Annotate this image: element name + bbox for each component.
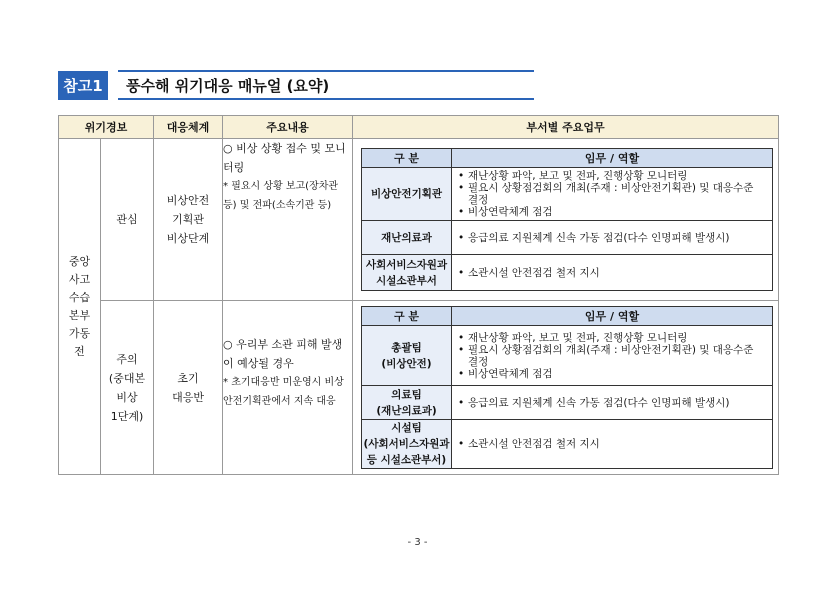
task-item: 필요시 상황점검회의 개최(주재 : 비상안전기획관) 및 대응수준 결정 [468, 343, 754, 368]
dept-duties-cell [353, 139, 779, 301]
table-row [59, 301, 779, 475]
group-label: 중앙 사고 수습 본부 가동 전 [59, 139, 101, 475]
role-name: 재난의료과 [362, 221, 452, 255]
header-response-system: 대응체계 [154, 116, 223, 139]
content-sub: * 초기대응반 미운영시 비상안전기획관에서 지속 대응 [223, 377, 344, 407]
inner-row [362, 255, 773, 291]
response-system-cell: 비상안전 기획관 비상단계 [154, 139, 223, 301]
role-name: 총괄팀 (비상안전) [362, 326, 452, 386]
task-item: 비상연락체계 점검 [468, 206, 553, 218]
inner-row [362, 221, 773, 255]
response-system-cell: 초기 대응반 [154, 301, 223, 475]
crisis-manual-table [58, 115, 779, 475]
task-item: 필요시 상황점검회의 개최(주재 : 비상안전기획관) 및 대응수준 결정 [468, 182, 754, 206]
alert-level-cell: 관심 [101, 139, 154, 301]
role-tasks: • 소관시설 안전점검 철저 지시 [452, 255, 773, 291]
role-tasks: • 소관시설 안전점검 철저 지시 [452, 420, 773, 469]
task-item: 응급의료 지원체계 신속 가동 점검(다수 인명피해 발생시) [468, 231, 730, 244]
header-alert-level: 위기경보 [59, 116, 154, 139]
role-tasks: • 응급의료 지원체계 신속 가동 점검(다수 인명피해 발생시) [452, 386, 773, 420]
task-item: 재난상황 파악, 보고 및 전파, 진행상황 모니터링 [468, 170, 688, 182]
task-item: 응급의료 지원체계 신속 가동 점검(다수 인명피해 발생시) [468, 396, 730, 409]
section-badge: 참고1 [58, 71, 108, 100]
title-rule-bottom [118, 98, 534, 100]
page-title: 풍수해 위기대응 매뉴얼 (요약) [126, 77, 330, 95]
content-main: ○ 비상 상황 접수 및 모니터링 [223, 142, 346, 174]
task-item: 비상연락체계 점검 [468, 367, 553, 380]
role-name: 사회서비스자원과 시설소관부서 [362, 255, 452, 291]
content-sub: * 필요시 상황 보고(장차관 등) 및 전파(소속기관 등) [223, 181, 339, 211]
inner-row [362, 420, 773, 469]
role-name: 의료팀 (재난의료과) [362, 386, 452, 420]
inner-row [362, 168, 773, 221]
page-number: - 3 - [407, 537, 428, 548]
task-item: 재난상황 파악, 보고 및 전파, 진행상황 모니터링 [468, 331, 688, 344]
inner-duty-table [361, 148, 773, 291]
main-content-cell [223, 139, 353, 301]
header-dept-duties: 부서별 주요업무 [353, 116, 779, 139]
inner-header-category: 구 분 [362, 307, 452, 326]
inner-row [362, 386, 773, 420]
role-tasks: • 재난상황 파악, 보고 및 전파, 진행상황 모니터링 • 필요시 상황점검회의 개최(주재 : 비상안전기획관) 및 대응수준 결정 • 비상연락체계 점검 [452, 168, 773, 221]
task-item: 소관시설 안전점검 철저 지시 [468, 266, 600, 279]
task-item: 소관시설 안전점검 철저 지시 [468, 438, 600, 450]
table-header-row [59, 116, 779, 139]
header-main-content: 주요내용 [223, 116, 353, 139]
inner-header-role: 임무 / 역할 [452, 149, 773, 168]
role-tasks: • 재난상황 파악, 보고 및 전파, 진행상황 모니터링 • 필요시 상황점검회의 개최(주재 : 비상안전기획관) 및 대응수준 결정 • 비상연락체계 점검 [452, 326, 773, 386]
inner-header-category: 구 분 [362, 149, 452, 168]
inner-row [362, 326, 773, 386]
inner-header-role: 임무 / 역할 [452, 307, 773, 326]
alert-level-cell: 주의 (중대본 비상 1단계) [101, 301, 154, 475]
content-main: ○ 우리부 소관 피해 발생이 예상될 경우 [223, 338, 343, 370]
main-content-cell [223, 301, 353, 475]
role-name: 비상안전기획관 [362, 168, 452, 221]
dept-duties-cell [353, 301, 779, 475]
table-row [59, 139, 779, 301]
role-tasks: • 응급의료 지원체계 신속 가동 점검(다수 인명피해 발생시) [452, 221, 773, 255]
inner-duty-table [361, 306, 773, 469]
role-name: 시설팀 (사회서비스자원과 등 시설소관부서) [362, 420, 452, 469]
